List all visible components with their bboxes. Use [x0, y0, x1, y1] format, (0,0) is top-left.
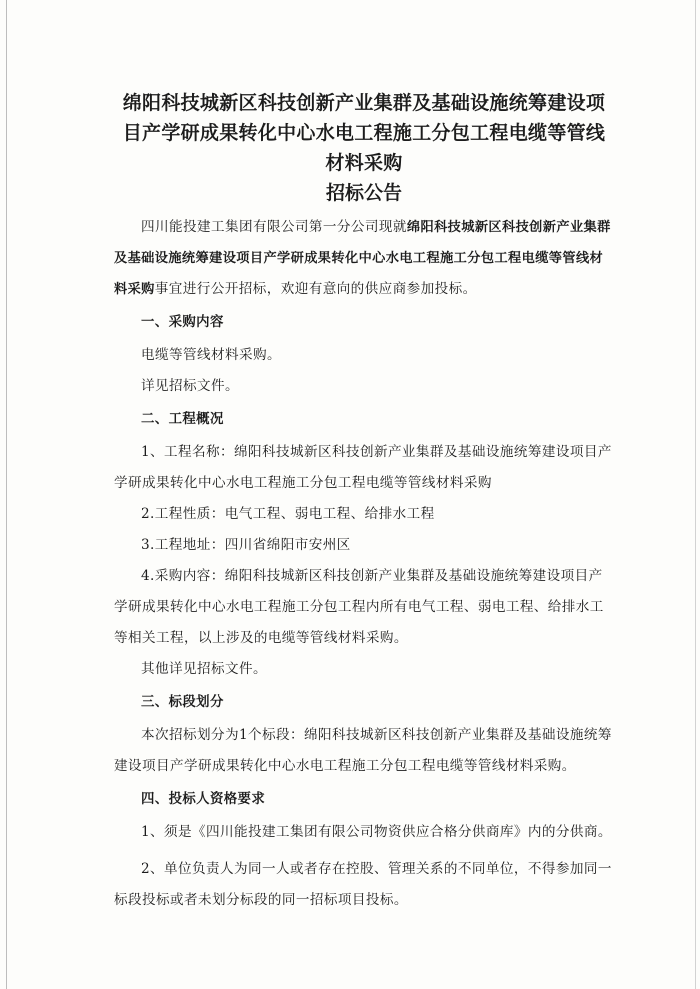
- intro-project-name: 绵阳科技城新区科技创新产业集群及基础设施统筹建设项目产学研成果转化中心水电工程施工分包工程电缆等管线材料采购: [114, 220, 611, 297]
- title-line-2: 目产学研成果转化中心水电工程施工分包工程电缆等管线: [122, 122, 606, 144]
- overview-procurement-content: 4.采购内容：绵阳科技城新区科技创新产业集群及基础设施统筹建设项目产学研成果转化中心水电工程施工分包工程内所有电气工程、弱电工程、给排水工等相关工程，以上涉及的电缆等管线材料采购。: [114, 568, 604, 646]
- lots-description: 本次招标划分为1个标段：绵阳科技城新区科技创新产业集群及基础设施统筹建设项目产学研成果转化中心水电工程施工分包工程电缆等管线材料采购。: [114, 727, 612, 774]
- section-heading-procurement: 一、采购内容: [141, 315, 224, 330]
- overview-other: 其他详见招标文件。: [141, 661, 267, 677]
- scan-edge-right: [695, 0, 696, 989]
- overview-project-name: 1、工程名称：绵阳科技城新区科技创新产业集群及基础设施统筹建设项目产学研成果转化中心水电工程施工分包工程电缆等管线材料采购: [114, 444, 612, 491]
- scan-edge-left: [6, 0, 7, 989]
- section-heading-qualifications: 四、投标人资格要求: [141, 792, 266, 807]
- title-line-1: 绵阳科技城新区科技创新产业集群及基础设施统筹建设项: [122, 92, 606, 114]
- qualification-2: 2、单位负责人为同一人或者存在控股、管理关系的不同单位，不得参加同一标段投标或者未划分标段的同一招标项目投标。: [114, 861, 612, 908]
- intro-paragraph: [114, 212, 614, 305]
- document-subtitle: 招标公告: [325, 182, 402, 204]
- title-line-3: 材料采购: [325, 152, 403, 174]
- document-title: [114, 88, 614, 178]
- overview-project-address: 3.工程地址：四川省绵阳市安州区: [141, 537, 351, 553]
- document-page: [114, 88, 614, 916]
- procurement-see-docs: 详见招标文件。: [141, 378, 239, 394]
- qualification-1: 1、须是《四川能投建工集团有限公司物资供应合格分供商库》内的分供商。: [141, 824, 612, 840]
- intro-suffix: 事宜进行公开招标，欢迎有意向的供应商参加投标。: [154, 281, 477, 297]
- procurement-content: 电缆等管线材料采购。: [141, 347, 281, 363]
- section-heading-overview: 二、工程概况: [141, 412, 224, 427]
- overview-project-nature: 2.工程性质：电气工程、弱电工程、给排水工程: [141, 506, 435, 522]
- section-heading-lots: 三、标段划分: [141, 695, 224, 710]
- intro-prefix: 四川能投建工集团有限公司第一分公司现就: [141, 219, 407, 235]
